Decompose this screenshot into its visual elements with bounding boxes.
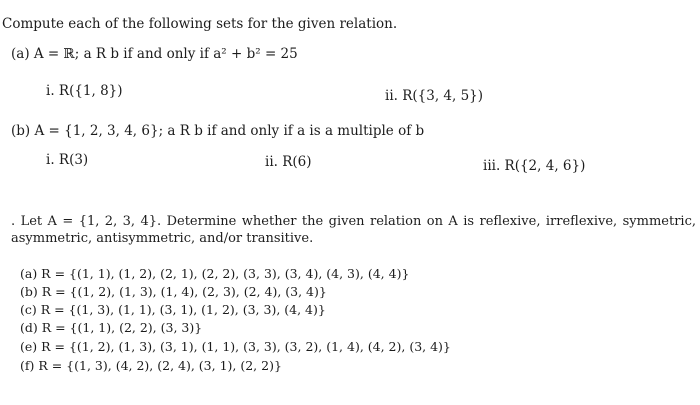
relation-item-b: (b) R = {(1, 2), (1, 3), (1, 4), (2, 3), (2, 4), (3, 4)} <box>20 284 327 299</box>
relation-problem-prompt: . Let A = {1, 2, 3, 4}. Determine whether the given relation on A is reflexive, irreflexive, symmetric, asymmetric, antisymmetric, and/or transitive. <box>11 214 696 246</box>
problem-a-item-i: i. R({1, 8}) <box>46 83 123 99</box>
problem-b-item-iii: iii. R({2, 4, 6}) <box>483 158 586 174</box>
problem-b-item-ii: ii. R(6) <box>265 154 312 170</box>
problem-a-item-ii: ii. R({3, 4, 5}) <box>385 88 484 104</box>
relation-item-d: (d) R = {(1, 1), (2, 2), (3, 3)} <box>20 320 203 335</box>
problem-intro: Compute each of the following sets for the given relation. <box>2 16 398 32</box>
relation-item-e: (e) R = {(1, 2), (1, 3), (3, 1), (1, 1), (3, 3), (3, 2), (1, 4), (4, 2), (3, 4)} <box>20 339 451 354</box>
relation-item-c: (c) R = {(1, 3), (1, 1), (3, 1), (1, 2), (3, 3), (4, 4)} <box>20 302 326 317</box>
problem-a-statement: (a) A = ℝ; a R b if and only if a² + b² = 25 <box>11 46 298 62</box>
problem-b-statement: (b) A = {1, 2, 3, 4, 6}; a R b if and only if a is a multiple of b <box>11 123 425 139</box>
relation-item-f: (f) R = {(1, 3), (4, 2), (2, 4), (3, 1), (2, 2)} <box>20 358 282 373</box>
problem-b-item-i: i. R(3) <box>46 152 89 168</box>
relation-item-a: (a) R = {(1, 1), (1, 2), (2, 1), (2, 2), (3, 3), (3, 4), (4, 3), (4, 4)} <box>20 266 410 281</box>
